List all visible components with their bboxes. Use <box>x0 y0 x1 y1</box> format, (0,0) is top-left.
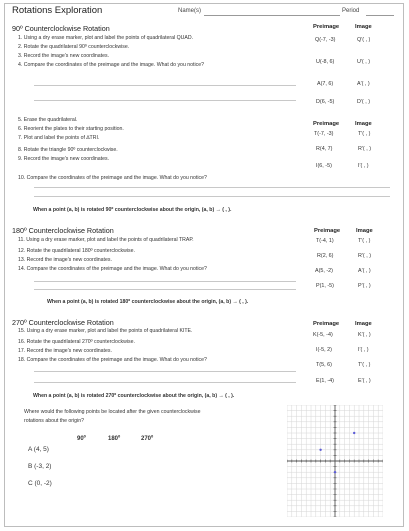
instruction-5: 5. Erase the quadrilateral. <box>18 117 78 123</box>
table-a-row-2-img[interactable]: A′( , ) <box>357 81 370 87</box>
summary-90: When a point (a, b) is rotated 90º counterclockwise about the origin, (a, b) → ( , ). <box>33 207 232 213</box>
summary-180: When a point (a, b) is rotated 180º counterclockwise about the origin, (a, b) → ( , ). <box>47 299 249 305</box>
table-d-col-preimage: Preimage <box>313 321 340 327</box>
answer-line-10a[interactable] <box>34 187 390 188</box>
table-a-row-1-pre: U(-8, 6) <box>316 59 335 65</box>
section-90-title: 90º Counterclockwise Rotation <box>12 24 110 33</box>
table-a-col-image: Image <box>355 24 372 30</box>
table-a-row-3-pre: D(6, -5) <box>316 99 335 105</box>
answer-line-4a[interactable] <box>34 85 296 86</box>
coordinate-grid[interactable] <box>287 405 383 517</box>
answer-line-14a[interactable] <box>34 281 296 282</box>
question-10: 10. Compare the coordinates of the preimage and the image. What do you notice? <box>18 175 207 181</box>
section-180-title: 180º Counterclockwise Rotation <box>12 226 114 235</box>
table-c-col-preimage: Preimage <box>314 228 341 234</box>
final-col-180: 180º <box>108 436 121 442</box>
table-d-row-1-pre: I(-5, 2) <box>316 347 332 353</box>
plot-point-c <box>334 471 336 473</box>
instruction-16: 16. Rotate the quadrilateral 270º counterclockwise. <box>18 339 135 345</box>
table-d-row-0-img[interactable]: K′( , ) <box>358 332 371 338</box>
table-a-row-1-img[interactable]: U′( , ) <box>357 59 370 65</box>
instruction-15: 15. Using a dry erase marker, plot and label the points of quadrilateral KITE. <box>18 328 193 334</box>
instruction-11: 11. Using a dry erase marker, plot and label the points of quadrilateral TRAP. <box>18 237 194 243</box>
table-a-row-3-img[interactable]: D′( , ) <box>357 99 370 105</box>
table-d-row-0-pre: K(-5, -4) <box>313 332 333 338</box>
table-b-row-1-pre: R(4, 7) <box>316 146 333 152</box>
final-col-270: 270º <box>141 436 154 442</box>
final-point-c: C (0, -2) <box>28 480 52 487</box>
period-blank[interactable] <box>366 15 394 16</box>
table-d-row-3-pre: E(1, -4) <box>316 378 334 384</box>
final-question-line-2: rotations about the origin? <box>24 418 84 424</box>
table-c-row-2-img[interactable]: A′( , ) <box>358 268 371 274</box>
answer-line-10b[interactable] <box>34 196 390 197</box>
instruction-3: 3. Record the image’s new coordinates. <box>18 53 110 59</box>
table-c-row-1-img[interactable]: R′( , ) <box>358 253 371 259</box>
table-b-row-2-img[interactable]: I′( , ) <box>358 163 369 169</box>
table-a-col-preimage: Preimage <box>313 24 340 30</box>
table-b-row-0-pre: T(-7, -3) <box>314 131 334 137</box>
table-b-row-1-img[interactable]: R′( , ) <box>358 146 371 152</box>
table-c-col-image: Image <box>356 228 373 234</box>
answer-line-18b[interactable] <box>34 382 296 383</box>
table-d-row-3-img[interactable]: E′( , ) <box>358 378 371 384</box>
plot-point-a <box>353 432 355 434</box>
answer-line-14b[interactable] <box>34 289 296 290</box>
table-d-row-2-img[interactable]: T′( , ) <box>358 362 371 368</box>
plot-point-b <box>319 449 321 451</box>
instruction-14: 14. Compare the coordinates of the preimage and the image. What do you notice? <box>18 266 207 272</box>
answer-line-18a[interactable] <box>34 371 296 372</box>
table-c-row-0-pre: T(-4, 1) <box>316 238 334 244</box>
section-270-title: 270º Counterclockwise Rotation <box>12 318 114 327</box>
instruction-18: 18. Compare the coordinates of the preimage and the image. What do you notice? <box>18 357 207 363</box>
answer-line-4b[interactable] <box>34 100 296 101</box>
table-c-row-3-img[interactable]: P′( , ) <box>358 283 371 289</box>
table-d-col-image: Image <box>355 321 372 327</box>
instruction-6: 6. Reorient the plates to their starting position. <box>18 126 124 132</box>
table-b-row-0-img[interactable]: T′( , ) <box>358 131 371 137</box>
table-d-row-1-img[interactable]: I′( , ) <box>358 347 369 353</box>
final-point-a: A (4, 5) <box>28 446 49 453</box>
period-label: Period <box>342 8 360 14</box>
instruction-13: 13. Record the image’s new coordinates. <box>18 257 112 263</box>
table-c-row-1-pre: R(2, 6) <box>317 253 334 259</box>
table-d-row-2-pre: T(5, 6) <box>316 362 332 368</box>
final-question-line-1: Where would the following points be located after the given counterclockwise <box>24 409 201 415</box>
table-c-row-0-img[interactable]: T′( , ) <box>358 238 371 244</box>
table-b-col-preimage: Preimage <box>313 121 340 127</box>
instruction-2: 2. Rotate the quadrilateral 90º counterclockwise. <box>18 44 130 50</box>
instruction-12: 12. Rotate the quadrilateral 180º counterclockwise. <box>18 248 135 254</box>
final-col-90: 90º <box>77 436 86 442</box>
table-c-row-2-pre: A(5, -2) <box>315 268 333 274</box>
name-label: Name(s) <box>178 8 202 14</box>
table-a-row-0-pre: Q(-7, -3) <box>315 37 336 43</box>
instruction-9: 9. Record the image’s new coordinates. <box>18 156 110 162</box>
instruction-8: 8. Rotate the triangle 90º counterclockwise. <box>18 147 118 153</box>
worksheet-title: Rotations Exploration <box>12 5 103 16</box>
final-point-b: B (-3, 2) <box>28 463 52 470</box>
table-b-col-image: Image <box>355 121 372 127</box>
table-c-row-3-pre: P(1, -5) <box>316 283 334 289</box>
instruction-1: 1. Using a dry erase marker, plot and label the points of quadrilateral QUAD. <box>18 35 194 41</box>
table-a-row-0-img[interactable]: Q′( , ) <box>357 37 371 43</box>
instruction-7: 7. Plot and label the points of ∆TRI. <box>18 135 100 141</box>
table-b-row-2-pre: I(6, -5) <box>316 163 332 169</box>
instruction-17: 17. Record the image’s new coordinates. <box>18 348 112 354</box>
summary-270: When a point (a, b) is rotated 270º counterclockwise about the origin, (a, b) → ( , ). <box>33 393 235 399</box>
name-blank[interactable] <box>204 15 340 16</box>
table-a-row-2-pre: A(7, 6) <box>317 81 334 87</box>
instruction-4: 4. Compare the coordinates of the preimage and the image. What do you notice? <box>18 62 204 68</box>
